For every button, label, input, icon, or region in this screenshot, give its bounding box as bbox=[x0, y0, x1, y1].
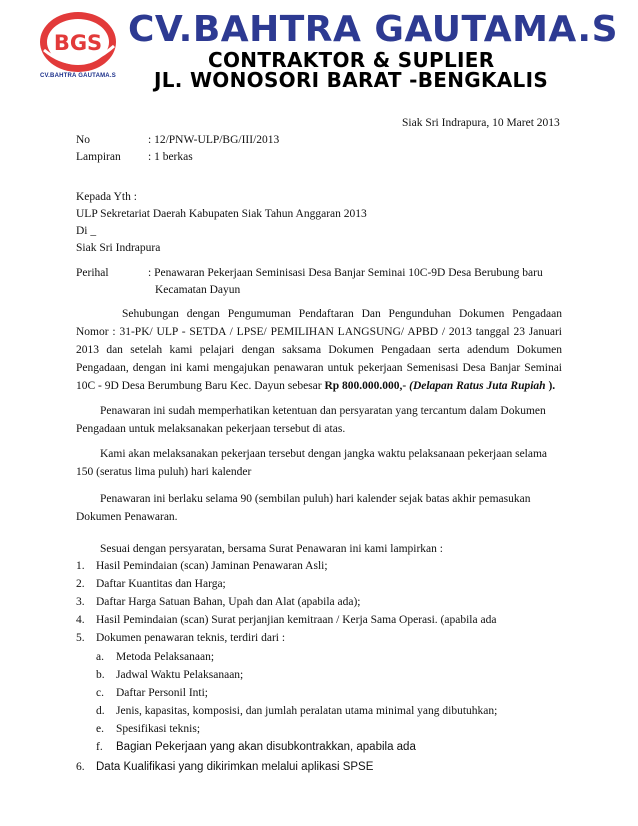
sub-item: Jenis, kapasitas, komposisi, dan jumlah peralatan utama minimal yang dibutuhkan; bbox=[116, 705, 498, 717]
logo-text: BGS bbox=[53, 31, 103, 55]
sub-item-letter: b. bbox=[96, 669, 105, 681]
sub-item-letter: f. bbox=[96, 741, 103, 753]
paragraph-1 bbox=[76, 305, 562, 395]
paragraph-4-line1: Penawaran ini berlaku selama 90 (sembilan puluh) hari kalender sejak batas akhir pemasukan bbox=[100, 493, 531, 505]
attachment-item: Daftar Harga Satuan Bahan, Upah dan Alat (apabila ada); bbox=[96, 596, 361, 608]
paragraph-3-line1: Kami akan melaksanakan pekerjaan tersebut dengan jangka waktu pelaksanaan pekerjaan selama bbox=[100, 448, 548, 460]
sub-item: Daftar Personil Inti; bbox=[116, 687, 208, 699]
recipient-name: ULP Sekretariat Daerah Kabupaten Siak Tahun Anggaran 2013 bbox=[76, 208, 367, 220]
attachment-item: Dokumen penawaran teknis, terdiri dari : bbox=[96, 632, 286, 644]
paragraph-1-line: 2013 dan setelah kami pelajari dengan saksama Dokumen Pengadaan serta adendum Dokumen bbox=[76, 344, 562, 356]
offer-amount-close: ). bbox=[548, 380, 556, 392]
paragraph-1-text: 10C - 9D Desa Berumbung Baru Kec. Dayun sebesar bbox=[76, 380, 325, 392]
paragraph-1-last-line bbox=[76, 377, 562, 395]
paragraph-2-line2: Pengadaan untuk melaksanakan pekerjaan tersebut di atas. bbox=[76, 423, 346, 435]
sub-item: Bagian Pekerjaan yang akan disubkontrakkan, apabila ada bbox=[116, 741, 416, 753]
attachment-item: Daftar Kuantitas dan Harga; bbox=[96, 578, 226, 590]
company-address: JL. WONOSORI BARAT -BENGKALIS bbox=[154, 68, 549, 92]
no-value: : 12/PNW-ULP/BG/III/2013 bbox=[148, 134, 280, 146]
company-name: CV.BAHTRA GAUTAMA.S bbox=[128, 9, 619, 50]
attachments-intro: Sesuai dengan persyaratan, bersama Surat Penawaran ini kami lampirkan : bbox=[100, 543, 443, 555]
sub-item: Jadwal Waktu Pelaksanaan; bbox=[116, 669, 244, 681]
sub-item-letter: e. bbox=[96, 723, 104, 735]
lampiran-label: Lampiran bbox=[76, 151, 121, 163]
offer-amount: Rp 800.000.000,- bbox=[324, 380, 407, 392]
sub-item-letter: d. bbox=[96, 705, 105, 717]
paragraph-3-line2: 150 (seratus lima puluh) hari kalender bbox=[76, 466, 252, 478]
attachment-number: 3. bbox=[76, 596, 85, 608]
attachment-number: 4. bbox=[76, 614, 85, 626]
sub-item: Metoda Pelaksanaan; bbox=[116, 651, 215, 663]
perihal-label: Perihal bbox=[76, 267, 109, 279]
attachment-number: 5. bbox=[76, 632, 85, 644]
attachment-number: 1. bbox=[76, 560, 85, 572]
paragraph-2-line1: Penawaran ini sudah memperhatikan ketentuan dan persyaratan yang tercantum dalam Dokumen bbox=[100, 405, 546, 417]
attachment-item: Data Kualifikasi yang dikirimkan melalui aplikasi SPSE bbox=[96, 761, 374, 773]
place-date: Siak Sri Indrapura, 10 Maret 2013 bbox=[402, 117, 560, 129]
recipient-greeting: Kepada Yth : bbox=[76, 191, 137, 203]
no-label: No bbox=[76, 134, 91, 146]
attachment-item: Hasil Pemindaian (scan) Jaminan Penawaran Asli; bbox=[96, 560, 328, 572]
perihal-line2: Kecamatan Dayun bbox=[155, 284, 241, 296]
sub-item-letter: c. bbox=[96, 687, 104, 699]
attachment-item: Hasil Pemindaian (scan) Surat perjanjian kemitraan / Kerja Sama Operasi. (apabila ada bbox=[96, 614, 497, 626]
paragraph-1-line: Nomor : 31-PK/ ULP - SETDA / LPSE/ PEMILIHAN LANGSUNG/ APBD / 2013 tanggal 23 Januari bbox=[76, 326, 562, 338]
paragraph-4-line2: Dokumen Penawaran. bbox=[76, 511, 178, 523]
offer-amount-words: (Delapan Ratus Juta Rupiah bbox=[409, 380, 546, 392]
logo-caption: CV.BAHTRA GAUTAMA.S bbox=[40, 73, 116, 79]
sub-item-letter: a. bbox=[96, 651, 104, 663]
perihal-line1: : Penawaran Pekerjaan Seminisasi Desa Banjar Seminai 10C-9D Desa Berubung baru bbox=[148, 267, 543, 279]
sub-item: Spesifikasi teknis; bbox=[116, 723, 201, 735]
attachment-number: 2. bbox=[76, 578, 85, 590]
paragraph-1-line: Pengadaan, dengan ini kami mengajukan penawaran untuk pekerjaan Semenisasi Desa Banjar Seminai bbox=[76, 362, 562, 374]
recipient-city: Siak Sri Indrapura bbox=[76, 242, 161, 254]
lampiran-value: : 1 berkas bbox=[148, 151, 193, 163]
company-tagline: CONTRAKTOR & SUPLIER bbox=[208, 48, 495, 72]
attachment-number: 6. bbox=[76, 761, 85, 773]
recipient-di: Di _ bbox=[76, 225, 97, 237]
paragraph-1-line: Sehubungan dengan Pengumuman Pendaftaran Dan Pengunduhan Dokumen Pengadaan bbox=[122, 308, 562, 320]
